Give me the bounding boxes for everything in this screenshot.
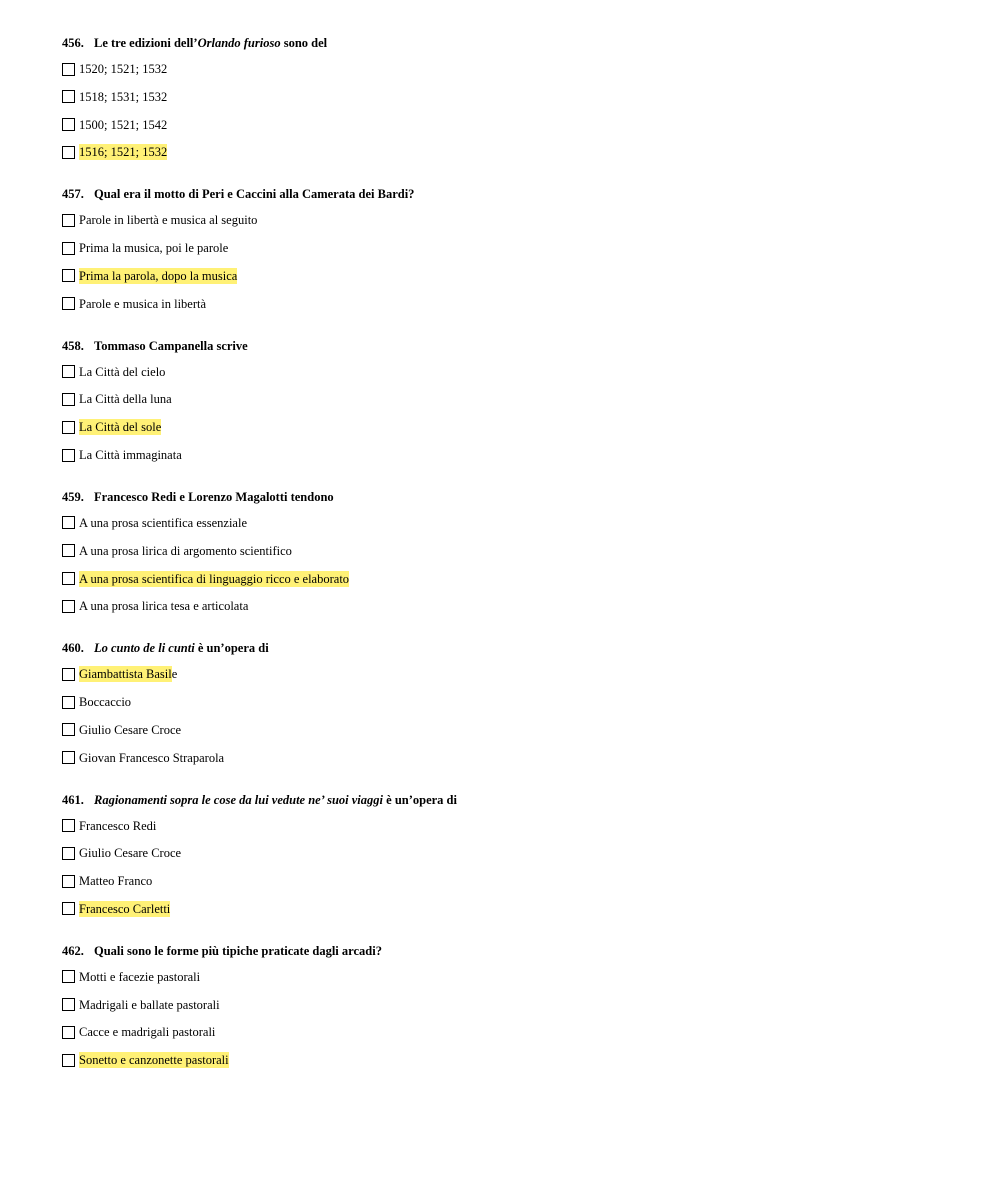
- answer-option[interactable]: [62, 364, 165, 380]
- answer-option[interactable]: [62, 296, 206, 312]
- highlighted-answer-text: Francesco Carletti: [79, 901, 171, 916]
- answer-option[interactable]: [62, 694, 131, 710]
- question-text: Le tre edizioni dell’: [94, 36, 198, 50]
- question-heading: [62, 186, 414, 202]
- answer-text: Matteo Franco: [79, 874, 153, 889]
- checkbox-icon[interactable]: [62, 970, 75, 983]
- answer-option[interactable]: [62, 750, 224, 766]
- checkbox-icon[interactable]: [62, 242, 75, 255]
- checkbox-icon[interactable]: [62, 875, 75, 888]
- question-text: sono del: [280, 36, 328, 50]
- answer-text: Giulio Cesare Croce: [79, 722, 182, 737]
- answer-option[interactable]: [62, 543, 292, 559]
- question-number: 456.: [62, 36, 84, 50]
- highlighted-answer-text: 1516; 1521; 1532: [79, 145, 168, 160]
- question-text: Qual era il motto di Peri e Caccini alla Camerata dei Bardi?: [94, 187, 415, 202]
- answer-text: Boccaccio: [79, 695, 132, 709]
- checkbox-icon[interactable]: [62, 696, 75, 709]
- question-text: Lo cunto de li cunti: [94, 641, 195, 656]
- highlighted-answer-text: Giambattista Basil: [79, 667, 172, 682]
- checkbox-icon[interactable]: [62, 600, 75, 613]
- checkbox-icon[interactable]: [62, 819, 75, 832]
- question-text: Tommaso Campanella scrive: [94, 338, 248, 353]
- checkbox-icon[interactable]: [62, 668, 75, 681]
- answer-text: e: [171, 667, 178, 682]
- answer-option[interactable]: [62, 1052, 229, 1068]
- answer-text: Madrigali e ballate pastorali: [79, 997, 220, 1012]
- checkbox-icon[interactable]: [62, 544, 75, 557]
- highlighted-answer-text: A una prosa scientifica di linguaggio ricco e elaborato: [79, 571, 350, 586]
- checkbox-icon[interactable]: [62, 63, 75, 76]
- checkbox-icon[interactable]: [62, 146, 75, 159]
- answer-option[interactable]: [62, 722, 181, 738]
- checkbox-icon[interactable]: [62, 365, 75, 378]
- answer-text: Francesco Redi: [79, 818, 157, 833]
- checkbox-icon[interactable]: [62, 449, 75, 462]
- answer-text: Motti e facezie pastorali: [79, 969, 201, 984]
- checkbox-icon[interactable]: [62, 90, 75, 103]
- question-text: Ragionamenti sopra le cose da lui vedute ne’ suoi viaggi: [94, 792, 384, 807]
- question-text: Orlando furioso: [197, 36, 281, 50]
- answer-option[interactable]: [62, 212, 257, 228]
- checkbox-icon[interactable]: [62, 572, 75, 585]
- question-heading: [62, 792, 457, 808]
- question-heading: [62, 338, 248, 354]
- answer-option[interactable]: [62, 666, 177, 682]
- question-number: 458.: [62, 338, 84, 353]
- answer-text: A una prosa scientifica essenziale: [79, 515, 247, 530]
- answer-text: Prima la musica, poi le parole: [79, 241, 229, 256]
- answer-option[interactable]: [62, 818, 156, 834]
- answer-option[interactable]: [62, 89, 167, 105]
- answer-option[interactable]: [62, 873, 152, 889]
- checkbox-icon[interactable]: [62, 516, 75, 529]
- question-number: 457.: [62, 187, 84, 202]
- answer-option[interactable]: [62, 901, 170, 917]
- answer-option[interactable]: [62, 515, 247, 531]
- checkbox-icon[interactable]: [62, 269, 75, 282]
- answer-option[interactable]: [62, 845, 181, 861]
- answer-option[interactable]: [62, 598, 248, 614]
- answer-option[interactable]: [62, 447, 182, 463]
- question-number: 459.: [62, 489, 84, 504]
- checkbox-icon[interactable]: [62, 1026, 75, 1039]
- question-number: 460.: [62, 641, 84, 656]
- checkbox-icon[interactable]: [62, 847, 75, 860]
- answer-text: La Città della luna: [79, 392, 172, 407]
- answer-option[interactable]: [62, 240, 228, 256]
- checkbox-icon[interactable]: [62, 118, 75, 131]
- checkbox-icon[interactable]: [62, 751, 75, 764]
- checkbox-icon[interactable]: [62, 421, 75, 434]
- highlighted-answer-text: Sonetto e canzonette pastorali: [79, 1053, 229, 1068]
- checkbox-icon[interactable]: [62, 393, 75, 406]
- answer-text: Giovan Francesco Straparola: [79, 750, 225, 765]
- answer-option[interactable]: [62, 997, 220, 1013]
- question-text: Francesco Redi e Lorenzo Magalotti tendono: [94, 489, 334, 504]
- answer-option[interactable]: [62, 969, 200, 985]
- checkbox-icon[interactable]: [62, 214, 75, 227]
- question-number: 462.: [62, 943, 84, 958]
- answer-option[interactable]: [62, 419, 161, 435]
- question-heading: [62, 640, 269, 656]
- checkbox-icon[interactable]: [62, 723, 75, 736]
- answer-text: Cacce e madrigali pastorali: [79, 1025, 216, 1040]
- question-text: è un’opera di: [194, 641, 269, 656]
- checkbox-icon[interactable]: [62, 1054, 75, 1067]
- answer-text: 1518; 1531; 1532: [79, 89, 168, 104]
- answer-option[interactable]: [62, 571, 349, 587]
- answer-text: A una prosa lirica tesa e articolata: [79, 599, 249, 614]
- checkbox-icon[interactable]: [62, 902, 75, 915]
- answer-text: La Città del cielo: [79, 364, 166, 379]
- question-text: è un’opera di: [383, 792, 457, 807]
- answer-text: 1500; 1521; 1542: [79, 117, 168, 132]
- question-text: Quali sono le forme più tipiche praticate dagli arcadi?: [94, 943, 382, 958]
- checkbox-icon[interactable]: [62, 297, 75, 310]
- question-heading: [62, 489, 334, 505]
- highlighted-answer-text: Prima la parola, dopo la musica: [79, 268, 238, 283]
- answer-option[interactable]: [62, 1024, 215, 1040]
- checkbox-icon[interactable]: [62, 998, 75, 1011]
- answer-text: Parole in libertà e musica al seguito: [79, 213, 258, 228]
- answer-text: La Città immaginata: [79, 448, 182, 462]
- answer-text: A una prosa lirica di argomento scientifico: [79, 543, 292, 558]
- answer-option[interactable]: [62, 268, 237, 284]
- answer-option[interactable]: [62, 391, 172, 407]
- answer-text: Parole e musica in libertà: [79, 296, 207, 311]
- answer-option[interactable]: [62, 117, 167, 133]
- answer-text: 1520; 1521; 1532: [79, 62, 168, 76]
- question-heading: [62, 35, 327, 51]
- answer-option[interactable]: [62, 144, 167, 160]
- answer-option[interactable]: [62, 61, 167, 77]
- question-number: 461.: [62, 792, 84, 807]
- highlighted-answer-text: La Città del sole: [79, 420, 162, 435]
- question-heading: [62, 943, 382, 959]
- answer-text: Giulio Cesare Croce: [79, 846, 182, 861]
